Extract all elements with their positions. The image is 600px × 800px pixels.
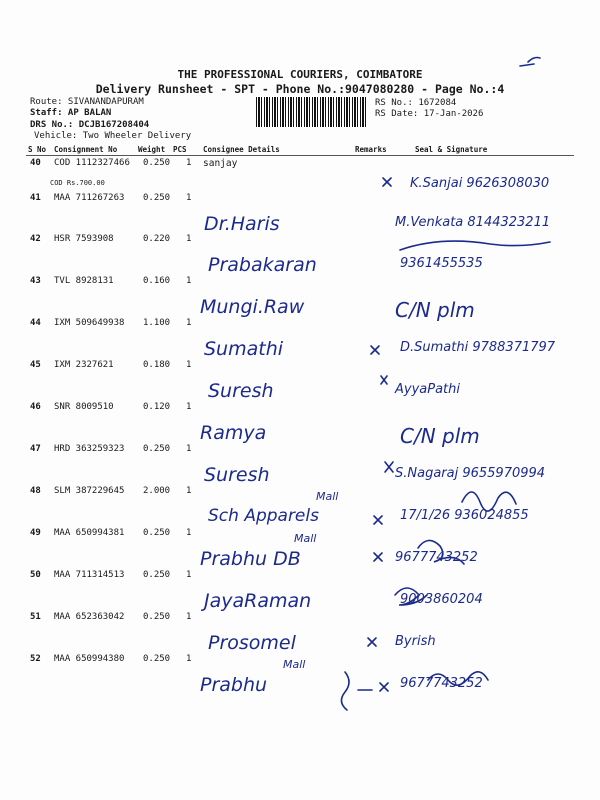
row-pcs: 1 xyxy=(186,444,192,454)
ink-mark-top xyxy=(520,58,540,67)
row-weight: 0.220 xyxy=(143,234,171,244)
row-sno: 47 xyxy=(30,444,41,454)
row-sno: 49 xyxy=(30,528,41,538)
col-consignee: Consignee Details xyxy=(203,145,280,154)
cross-mark-44 xyxy=(371,346,379,354)
handwritten-consignee: Prabhu DB xyxy=(200,548,301,570)
row-weight: 0.120 xyxy=(143,402,171,412)
row-pcs: 1 xyxy=(186,193,192,203)
col-pcs: PCS xyxy=(173,145,187,154)
row-sno: 46 xyxy=(30,402,41,412)
row-pcs: 1 xyxy=(186,486,192,496)
row-pcs: 1 xyxy=(186,402,192,412)
rs-number: RS No.: 1672084 xyxy=(375,98,457,108)
company-title: THE PROFESSIONAL COURIERS, COIMBATORE xyxy=(177,68,423,81)
row-sno: 41 xyxy=(30,193,41,203)
handwritten-signature: D.Sumathi 9788371797 xyxy=(400,340,556,355)
row-pcs: 1 xyxy=(186,570,192,580)
handwritten-consignee: Prabhu xyxy=(200,674,268,696)
row-consignment-no: IXM 2327621 xyxy=(54,360,114,370)
row-consignment-no: IXM 509649938 xyxy=(54,318,125,328)
route-label: Route: SIVANANDAPURAM xyxy=(30,97,144,107)
row-consignment-no: MAA 711267263 xyxy=(54,193,125,203)
row-weight: 0.180 xyxy=(143,360,171,370)
handwritten-consignee: Sch Apparels xyxy=(208,506,319,526)
row-sno: 51 xyxy=(30,612,41,622)
row-consignment-no: SNR 8009510 xyxy=(54,402,114,412)
handwritten-consignee: Dr.Haris xyxy=(204,213,280,235)
row-sno: 44 xyxy=(30,318,41,328)
sig-scribble-42 xyxy=(400,241,550,250)
vehicle-label: Vehicle: Two Wheeler Delivery xyxy=(34,131,192,141)
row-consignment-no: SLM 387229645 xyxy=(54,486,125,496)
handwritten-consignee: Prabakaran xyxy=(208,254,317,276)
row-weight: 2.000 xyxy=(143,486,171,496)
mall-annotation: Mall xyxy=(316,490,339,503)
handwritten-signature: K.Sanjai 9626308030 xyxy=(410,176,550,191)
brace-52 xyxy=(341,672,372,710)
row-weight: 0.160 xyxy=(143,276,171,286)
row-weight: 0.250 xyxy=(143,158,171,168)
cross-mark-40 xyxy=(383,178,391,186)
handwritten-signature: 9003860204 xyxy=(400,592,483,607)
row-pcs: 1 xyxy=(186,360,192,370)
row-consignment-no: MAA 650994380 xyxy=(54,654,125,664)
row-weight: 0.250 xyxy=(143,612,171,622)
row-sno: 43 xyxy=(30,276,41,286)
row-pcs: 1 xyxy=(186,234,192,244)
row-weight: 1.100 xyxy=(143,318,171,328)
row-consignment-no: COD 1112327466 xyxy=(54,158,130,168)
row-consignment-no: HRD 363259323 xyxy=(54,444,125,454)
row-consignment-no: MAA 652363042 xyxy=(54,612,125,622)
handwritten-consignee: Ramya xyxy=(200,422,267,444)
handwritten-signature: 9677743252 xyxy=(400,676,483,691)
cross-mark-47 xyxy=(385,462,393,472)
handwritten-signature: AyyaPathi xyxy=(395,382,460,397)
row-cod-note: COD Rs.700.00 xyxy=(50,179,105,187)
row-sno: 40 xyxy=(30,158,41,168)
row-weight: 0.250 xyxy=(143,444,171,454)
row-pcs: 1 xyxy=(186,158,192,168)
row-weight: 0.250 xyxy=(143,193,171,203)
handwritten-signature: Byrish xyxy=(395,634,436,649)
col-sno: S No xyxy=(28,145,47,154)
col-remarks: Remarks xyxy=(355,145,387,154)
col-weight: Weight xyxy=(138,145,166,154)
row-weight: 0.250 xyxy=(143,570,171,580)
row-weight: 0.250 xyxy=(143,654,171,664)
cross-mark-45 xyxy=(381,376,387,384)
cross-mark-49 xyxy=(374,553,382,561)
sig-scribble-52 xyxy=(428,672,488,685)
sig-scribble-49 xyxy=(418,540,464,564)
mall-annotation: Mall xyxy=(283,658,306,671)
handwritten-signature: M.Venkata 8144323211 xyxy=(395,215,551,230)
row-pcs: 1 xyxy=(186,276,192,286)
handwritten-signature: C/N plm xyxy=(400,424,480,448)
row-pcs: 1 xyxy=(186,528,192,538)
handwritten-consignee: Prosomel xyxy=(208,632,296,654)
row-consignment-no: MAA 711314513 xyxy=(54,570,125,580)
mall-annotation: Mall xyxy=(294,532,317,545)
handwritten-consignee: Suresh xyxy=(208,380,274,402)
handwritten-consignee: Suresh xyxy=(204,464,270,486)
handwritten-consignee: Sumathi xyxy=(204,338,284,360)
drs-label: DRS No.: DCJB167208404 xyxy=(30,120,150,130)
handwritten-signature: 9361455535 xyxy=(400,256,483,271)
col-consignment: Consignment No xyxy=(54,145,118,154)
row-sno: 45 xyxy=(30,360,41,370)
row-consignment-no: MAA 650994381 xyxy=(54,528,125,538)
handwritten-consignee: Mungi.Raw xyxy=(200,296,305,318)
handwritten-signature: S.Nagaraj 9655970994 xyxy=(395,466,546,481)
handwritten-consignee: JayaRaman xyxy=(204,590,312,612)
staff-label: Staff: AP BALAN xyxy=(30,108,112,118)
sig-scribble-50 xyxy=(395,588,427,605)
row-pcs: 1 xyxy=(186,654,192,664)
row-sno: 50 xyxy=(30,570,41,580)
handwritten-signature: 9677743252 xyxy=(395,550,478,565)
cross-mark-51 xyxy=(368,638,376,646)
col-seal-signature: Seal & Signature xyxy=(415,145,488,154)
row-weight: 0.250 xyxy=(143,528,171,538)
row-consignee: sanjay xyxy=(203,158,238,169)
row-sno: 48 xyxy=(30,486,41,496)
rs-date: RS Date: 17-Jan-2026 xyxy=(375,109,484,119)
runsheet-subtitle: Delivery Runsheet - SPT - Phone No.:9047080280 - Page No.:4 xyxy=(95,82,505,96)
cross-mark-52 xyxy=(380,683,388,691)
handwritten-signature: C/N plm xyxy=(395,298,475,322)
row-pcs: 1 xyxy=(186,318,192,328)
row-consignment-no: TVL 8928131 xyxy=(54,276,114,286)
row-pcs: 1 xyxy=(186,612,192,622)
cross-mark-48 xyxy=(374,516,382,524)
handwritten-signature: 17/1/26 936024855 xyxy=(400,508,529,523)
row-sno: 42 xyxy=(30,234,41,244)
sig-scribble-48 xyxy=(462,492,516,511)
row-consignment-no: HSR 7593908 xyxy=(54,234,114,244)
row-sno: 52 xyxy=(30,654,41,664)
